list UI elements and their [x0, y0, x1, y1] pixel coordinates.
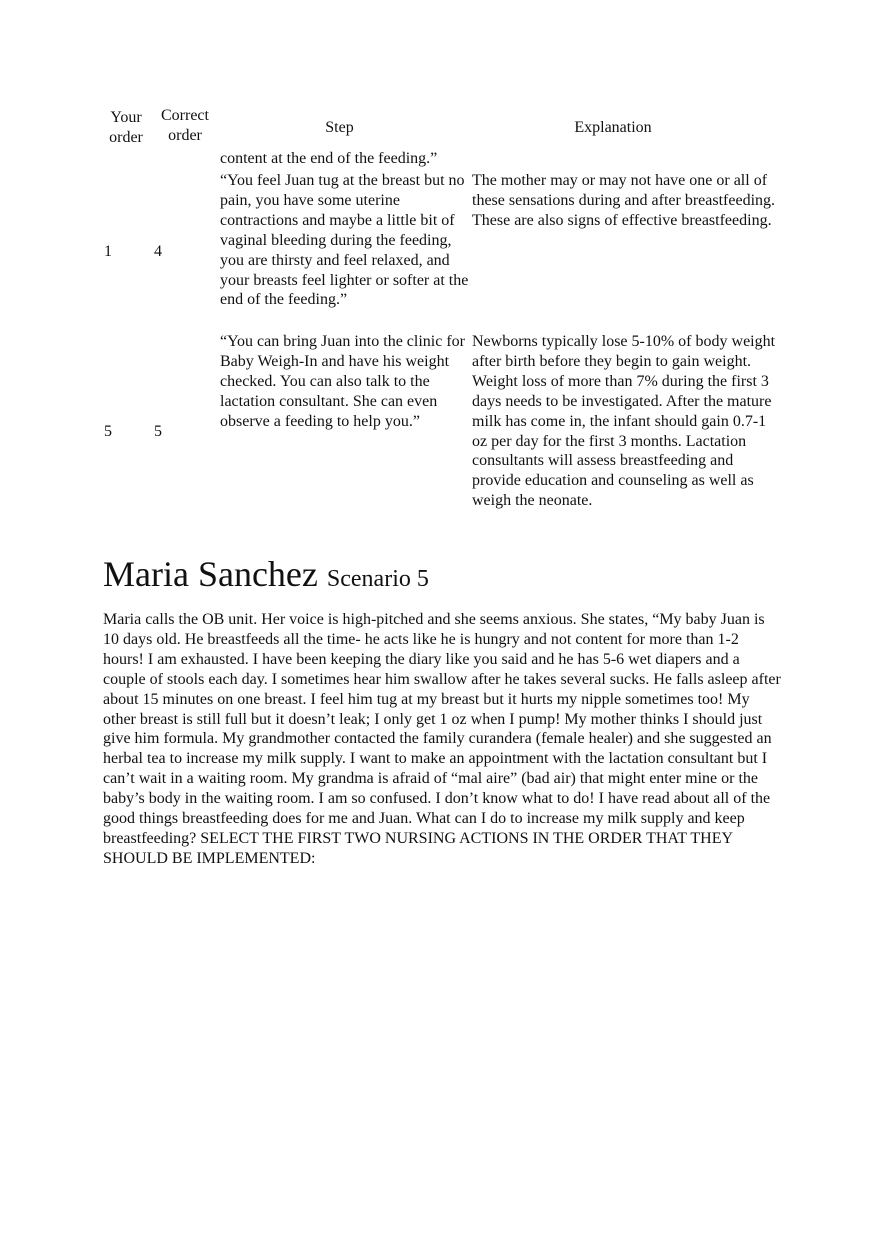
header-your-order: Your order: [109, 109, 143, 146]
scenario-heading: [103, 553, 429, 600]
row-1-step: “You feel Juan tug at the breast but no pain, you have some uterine contractions and maybe a little bit of vaginal bleeding during the feeding, you are thirsty and feel relaxed, and your breasts feel lighter or softer at the end of the feeding.”: [220, 172, 469, 309]
header-step: Step: [325, 119, 354, 136]
scenario-name: Maria Sanchez: [103, 554, 318, 594]
row-1-correct-order: 4: [154, 243, 162, 260]
row-2-correct-order: 5: [154, 423, 162, 440]
row-2-step: “You can bring Juan into the clinic for Baby Weigh-In and have his weight checked. You can also talk to the lactation consultant. She can even observe a feeding to help you.”: [220, 333, 465, 430]
row-1-your-order: 1: [104, 243, 112, 260]
header-correct-order: Correct order: [161, 107, 209, 144]
header-explanation: Explanation: [574, 119, 652, 136]
scenario-body-text: Maria calls the OB unit. Her voice is high-pitched and she seems anxious. She states, “My baby Juan is 10 days old. He breastfeeds all the time- he acts like he is hungry and not content for more than 1-2 hours! I am exhausted. I have been keeping the diary like you said and he has 5-6 wet diapers and a couple of stools each day. I sometimes hear him swallow after he takes several sucks. He falls asleep after about 15 minutes on one breast. I feel him tug at my breast but it hurts my nipple sometimes too! My other breast is still full but it doesn’t leak; I only get 1 oz when I pump! My mother thinks I should just give him formula. My grandmother contacted the family curandera (female healer) and she suggested an herbal tea to increase my milk supply. I want to make an appointment with the lactation consultant but I can’t wait in a waiting room. My grandma is afraid of “mal aire” (bad air) that might enter mine or the baby’s body in the waiting room. I am so confused. I don’t know what to do! I have read about all of the good things breastfeeding does for me and Juan. What can I do to increase my milk supply and keep breastfeeding? SELECT THE FIRST TWO NURSING ACTIONS IN THE ORDER THAT THEY SHOULD BE IMPLEMENTED:: [103, 611, 781, 867]
ordering-table: [100, 106, 790, 510]
row-2-your-order: 5: [104, 423, 112, 440]
scenario-label: Scenario 5: [326, 566, 429, 592]
table-header-row: [100, 106, 790, 152]
row-2-explanation: Newborns typically lose 5-10% of body weight after birth before they begin to gain weight. Weight loss of more than 7% during the first 3 days needs to be investigated. After the mature milk has come in, the infant should gain 0.7-1 oz per day for the first 3 months. Lactation consultants will assess breastfeeding and provide education and counseling as well as weigh the neonate.: [472, 333, 776, 510]
row-1-explanation: The mother may or may not have one or all of these sensations during and after breastfeeding. These are also signs of effective breastfeeding.: [472, 172, 776, 229]
step-continuation: content at the end of the feeding.”: [220, 150, 438, 167]
